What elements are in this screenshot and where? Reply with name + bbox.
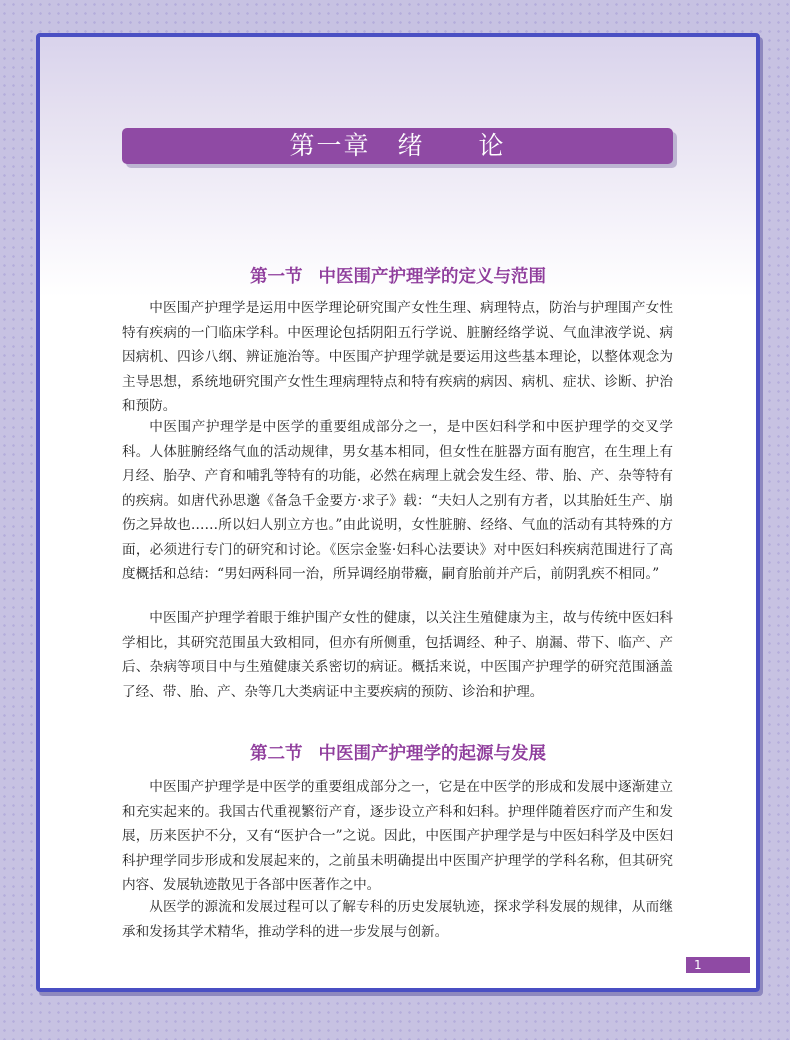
section-2-paragraph-2: 从医学的源流和发展过程可以了解专科的历史发展轨迹，探求学科发展的规律，从而继承和发扬其学术精华，推动学科的进一步发展与创新。: [122, 899, 673, 940]
section-1-heading: [40, 263, 756, 288]
section-1-title: 中医围产护理学的定义与范围: [318, 267, 546, 287]
page-number-tab: [686, 957, 750, 973]
chapter-title: 第一章 绪 论: [289, 131, 506, 160]
page-frame: [36, 33, 760, 992]
chapter-banner: [122, 128, 673, 164]
section-1-paragraph-1: 中医围产护理学是运用中医学理论研究围产女性生理、病理特点，防治与护理围产女性特有疾病的一门临床学科。中医理论包括阴阳五行学说、脏腑经络学说、气血津液学说、病因病机、四诊八纲、辨证施治等。中医围产护理学就是要运用这些基本理论，以整体观念为主导思想，系统地研究围产女性生理病理特点和特有疾病的病因、病机、症状、诊断、护治和预防。: [122, 300, 673, 414]
section-2-number: 第二节: [250, 744, 303, 764]
section-2-title: 中医围产护理学的起源与发展: [318, 744, 546, 764]
section-2-paragraph-1: 中医围产护理学是中医学的重要组成部分之一，它是在中医学的形成和发展中逐渐建立和充实起来的。我国古代重视繁衍产育，逐步设立产科和妇科。护理伴随着医疗而产生和发展，历来医护不分，又有“医护合一”之说。因此，中医围产护理学是与中医妇科学及中医妇科护理学同步形成和发展起来的，之前虽未明确提出中医围产护理学的学科名称，但其研究内容、发展轨迹散见于各部中医著作之中。: [122, 779, 673, 893]
page-number: 1: [694, 958, 702, 972]
section-2-heading: [40, 740, 756, 765]
section-1-number: 第一节: [250, 267, 303, 287]
section-1-paragraph-3: 中医围产护理学着眼于维护围产女性的健康，以关注生殖健康为主，故与传统中医妇科学相比，其研究范围虽大致相同，但亦有所侧重，包括调经、种子、崩漏、带下、临产、产后、杂病等项目中与生殖健康关系密切的病证。概括来说，中医围产护理学的研究范围涵盖了经、带、胎、产、杂等几大类病证中主要疾病的预防、诊治和护理。: [122, 610, 673, 700]
section-1-paragraph-2: 中医围产护理学是中医学的重要组成部分之一，是中医妇科学和中医护理学的交叉学科。人体脏腑经络气血的活动规律，男女基本相同，但女性在脏器方面有胞宫，在生理上有月经、胎孕、产育和哺乳等特有的功能，必然在病理上就会发生经、带、胎、产、杂等特有的疾病。如唐代孙思邈《备急千金要方·求子》载：“夫妇人之别有方者，以其胎妊生产、崩伤之异故也……所以妇人别立方也。”由此说明，女性脏腑、经络、气血的活动有其特殊的方面，必须进行专门的研究和讨论。《医宗金鉴·妇科心法要诀》对中医妇科疾病范围进行了高度概括和总结：“男妇两科同一治，所异调经崩带癥，嗣育胎前并产后，前阴乳疾不相同。”: [122, 419, 673, 582]
